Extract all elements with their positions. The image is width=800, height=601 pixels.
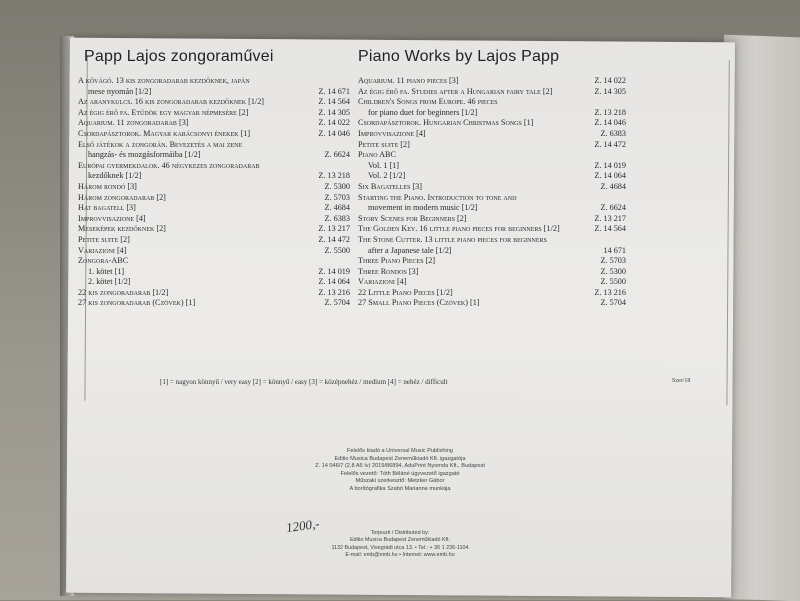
work-entry bbox=[358, 76, 626, 87]
work-entry bbox=[358, 224, 626, 235]
work-title: Story Scenes for Beginners [2] bbox=[358, 213, 467, 223]
work-title: kezdőknek [1/2] bbox=[88, 171, 142, 181]
work-title: Aquarium. 11 piano pieces [3] bbox=[358, 76, 459, 85]
next-page-edge bbox=[724, 35, 800, 601]
catalogue-number: Z. 14 305 bbox=[318, 107, 350, 117]
work-title: Meseképek kezdőknek [2] bbox=[78, 224, 166, 234]
work-title: Az égig érő fa. Studies after a Hungarian fairy tale [2] bbox=[358, 86, 553, 96]
work-title: Első játékok a zongorán. Bevezetés a mai zene bbox=[78, 139, 243, 149]
catalogue-number: Z. 5300 bbox=[324, 181, 350, 191]
catalogue-number: Z. 4684 bbox=[324, 203, 350, 213]
distribution-line: E-mail: emb@emb.hu • Internet: www.emb.hu bbox=[345, 552, 455, 559]
publisher-imprint bbox=[230, 448, 570, 494]
handwritten-price: 1200,- bbox=[285, 515, 321, 536]
work-title: Petite suite [2] bbox=[78, 234, 130, 244]
work-entry bbox=[78, 256, 350, 267]
work-title: movement in modern music [1/2] bbox=[368, 203, 478, 213]
catalogue-number: Z. 5704 bbox=[600, 298, 626, 308]
work-entry bbox=[358, 97, 626, 108]
catalogue-number: Z. 14 046 bbox=[318, 128, 350, 138]
works-list-hungarian bbox=[78, 76, 350, 309]
work-title: 22 Little Piano Pieces [1/2] bbox=[358, 287, 453, 297]
work-title: Az égig érő fa. Etűdök egy magyar népmesére [2] bbox=[78, 107, 249, 117]
catalogue-number: Z. 14 564 bbox=[318, 97, 350, 107]
work-entry bbox=[358, 118, 626, 129]
work-title: Variazioni [4] bbox=[78, 245, 127, 255]
work-title: Petite suite [2] bbox=[358, 139, 410, 149]
catalogue-number: Z. 13 218 bbox=[594, 107, 626, 117]
catalogue-number: Z. 6624 bbox=[600, 203, 626, 213]
work-entry bbox=[358, 140, 626, 151]
catalogue-number: Z. 14 046 bbox=[594, 118, 626, 128]
work-entry bbox=[358, 108, 626, 119]
work-entry bbox=[78, 87, 350, 98]
work-title: A kővágó. 13 kis zongoradarab kezdőknek, japán bbox=[78, 76, 250, 85]
catalogue-number: Z. 13 218 bbox=[318, 171, 350, 181]
work-title: Az aranykulcs. 16 kis zongoradarab kezdőknek [1/2] bbox=[78, 97, 265, 107]
work-title: Vol. 1 [1] bbox=[368, 160, 400, 170]
work-title: Aquarium. 11 zongoradarab [3] bbox=[78, 118, 189, 128]
heading-english: Piano Works by Lajos Papp bbox=[358, 48, 560, 65]
work-title: Variazioni [4] bbox=[358, 277, 407, 287]
catalogue-number: Z. 6383 bbox=[600, 128, 626, 138]
catalogue-number: 14 671 bbox=[603, 245, 626, 255]
work-title: Six Bagatelles [3] bbox=[358, 181, 422, 191]
work-entry bbox=[358, 298, 626, 309]
catalogue-number: Z. 5703 bbox=[600, 256, 626, 266]
distribution-line: 1132 Budapest, Visegrádi utca 13. • Tel.: + 36 1 236-1104 bbox=[331, 544, 469, 551]
imprint-line: Z. 14 046/7 (2,8 A5 ív) 2019/86894, AduPrint Nyomda Kft., Budapest bbox=[315, 463, 485, 470]
work-title: The Golden Key. 16 little piano pieces for beginners [1/2] bbox=[358, 224, 560, 234]
work-entry bbox=[358, 87, 626, 98]
catalogue-number: Z. 5703 bbox=[324, 192, 350, 202]
work-entry bbox=[358, 182, 626, 193]
work-title: Three Rondos [3] bbox=[358, 266, 419, 276]
work-entry bbox=[358, 288, 626, 299]
work-title: hangzás- és mozgásformáiba [1/2] bbox=[88, 150, 201, 160]
work-entry bbox=[358, 171, 626, 182]
work-entry bbox=[358, 256, 626, 267]
work-title: Csordapásztorok. Hungarian Christmas Songs [1] bbox=[358, 118, 534, 128]
work-entry bbox=[78, 246, 350, 257]
work-entry bbox=[358, 277, 626, 288]
work-entry bbox=[78, 129, 350, 140]
catalogue-number: Z. 13 216 bbox=[318, 287, 350, 297]
catalogue-number: Z. 14 022 bbox=[318, 118, 350, 128]
imprint-line: Felelős vezető: Tóth Béláné ügyvezető igazgató bbox=[340, 470, 460, 477]
work-title: 22 kis zongoradarab [1/2] bbox=[78, 287, 169, 297]
heading-hungarian: Papp Lajos zongoraművei bbox=[84, 48, 274, 65]
work-title: for piano duet for beginners [1/2] bbox=[368, 107, 478, 117]
work-title: Csordapásztorok. Magyar karácsonyi énekek [1] bbox=[78, 128, 251, 138]
work-entry bbox=[78, 288, 350, 299]
work-entry bbox=[78, 298, 350, 309]
catalogue-number: Z. 14 019 bbox=[594, 160, 626, 170]
catalogue-number: Z. 5500 bbox=[600, 277, 626, 287]
work-title: 27 kis zongoradarab (Czövek) [1] bbox=[78, 298, 196, 308]
work-entry bbox=[358, 150, 626, 161]
distribution-info bbox=[230, 530, 570, 560]
work-title: mese nyomán [1/2] bbox=[88, 86, 152, 96]
work-title: 1. kötet [1] bbox=[88, 266, 125, 276]
page-number: Szer/18 bbox=[672, 378, 691, 384]
work-entry bbox=[358, 267, 626, 278]
work-entry bbox=[78, 277, 350, 288]
work-entry bbox=[78, 214, 350, 225]
work-entry bbox=[78, 108, 350, 119]
catalogue-number: Z. 13 217 bbox=[594, 213, 626, 223]
work-entry bbox=[358, 161, 626, 172]
work-title: Három rondó [3] bbox=[78, 181, 137, 191]
work-entry bbox=[78, 203, 350, 214]
distribution-line: Terjeszti / Distributed by: bbox=[370, 530, 430, 536]
catalogue-number: Z. 14 564 bbox=[594, 224, 626, 234]
catalogue-number: Z. 13 217 bbox=[318, 224, 350, 234]
work-title: Children's Songs from Europe. 46 pieces bbox=[358, 97, 498, 107]
work-entry bbox=[78, 118, 350, 129]
work-entry bbox=[78, 161, 350, 172]
work-title: 27 Small Piano Pieces (Czövek) [1] bbox=[358, 298, 480, 308]
catalogue-number: Z. 14 472 bbox=[318, 234, 350, 244]
work-entry bbox=[78, 171, 350, 182]
catalogue-number: Z. 13 216 bbox=[594, 287, 626, 297]
work-entry bbox=[358, 193, 626, 204]
work-entry bbox=[358, 235, 626, 246]
work-title: Three Piano Pieces [2] bbox=[358, 256, 436, 266]
work-entry bbox=[78, 150, 350, 161]
imprint-line: A borítógrafika Szabó Marianne munkája bbox=[349, 485, 451, 492]
catalogue-number: Z. 6383 bbox=[324, 213, 350, 223]
work-title: Starting the Piano. Introduction to tone and bbox=[358, 192, 517, 202]
work-entry bbox=[78, 97, 350, 108]
work-title: Európai gyermekdalok. 46 négykezes zongoradarab bbox=[78, 160, 260, 170]
work-title: Zongora-ABC bbox=[78, 256, 129, 266]
right-margin-rule bbox=[726, 60, 729, 405]
work-title: after a Japanese tale [1/2] bbox=[368, 245, 452, 255]
work-title: 2. kötet [1/2] bbox=[88, 277, 131, 287]
catalogue-number: Z. 14 305 bbox=[594, 86, 626, 96]
work-title: Vol. 2 [1/2] bbox=[368, 171, 406, 181]
work-entry bbox=[78, 267, 350, 278]
work-entry bbox=[78, 140, 350, 151]
imprint-line: Editio Musica Budapest Zeneműkiadó Kft. igazgatója bbox=[334, 455, 466, 462]
work-entry bbox=[358, 203, 626, 214]
catalogue-number: Z. 14 064 bbox=[318, 277, 350, 287]
work-title: Piano ABC bbox=[358, 150, 396, 160]
work-title: Három zongoradarab [2] bbox=[78, 192, 166, 202]
work-title: Hat bagatell [3] bbox=[78, 203, 136, 213]
catalogue-number: Z. 4684 bbox=[600, 181, 626, 191]
work-entry bbox=[78, 224, 350, 235]
work-title: Improvvisazione [4] bbox=[358, 128, 426, 138]
works-list-english bbox=[358, 76, 626, 309]
catalogue-number: Z. 5500 bbox=[324, 245, 350, 255]
work-entry bbox=[358, 129, 626, 140]
work-title: Improvvisazione [4] bbox=[78, 213, 146, 223]
work-entry bbox=[78, 76, 350, 87]
work-entry bbox=[358, 214, 626, 225]
catalogue-number: Z. 14 472 bbox=[594, 139, 626, 149]
catalogue-number: Z. 14 022 bbox=[594, 76, 626, 85]
imprint-line: Felelős kiadó a Universal Music Publishing bbox=[346, 448, 454, 454]
catalogue-number: Z. 14 671 bbox=[318, 86, 350, 96]
imprint-line: Műszaki szerkesztő: Metzker Gábor bbox=[355, 478, 445, 485]
work-entry bbox=[358, 246, 626, 257]
work-entry bbox=[78, 235, 350, 246]
catalogue-number: Z. 6624 bbox=[324, 150, 350, 160]
distribution-line: Editio Musica Budapest Zeneműkiadó Kft. bbox=[349, 537, 451, 544]
difficulty-legend: [1] = nagyon könnyű / very easy [2] = könnyű / easy [3] = középnehéz / medium [4] = nehéz / difficult bbox=[160, 378, 448, 386]
catalogue-number: Z. 5300 bbox=[600, 266, 626, 276]
catalogue-number: Z. 14 019 bbox=[318, 266, 350, 276]
work-title: The Stone Cutter. 13 little piano pieces for beginners bbox=[358, 234, 547, 244]
work-entry bbox=[78, 182, 350, 193]
catalogue-number: Z. 5704 bbox=[324, 298, 350, 308]
catalogue-number: Z. 14 064 bbox=[594, 171, 626, 181]
work-entry bbox=[78, 193, 350, 204]
